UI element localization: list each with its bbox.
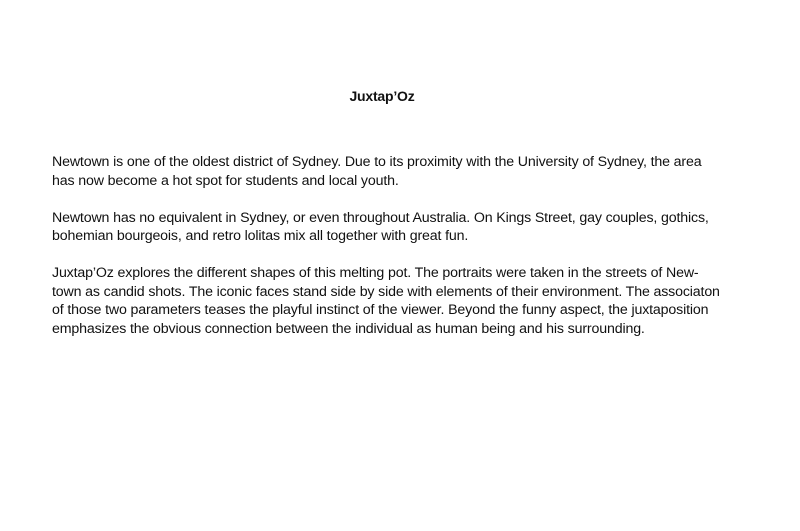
text-line: Juxtap’Oz explores the different shapes of this melting pot. The portraits were taken in the streets of New- <box>52 265 699 281</box>
body-text <box>52 153 742 357</box>
text-line: of those two parameters teases the playful instinct of the viewer. Beyond the funny aspect, the juxtaposition <box>52 302 709 318</box>
text-line: Newtown has no equivalent in Sydney, or even throughout Australia. On Kings Street, gay couples, gothics, <box>52 209 709 226</box>
paragraph-project <box>52 264 742 338</box>
paragraph-intro <box>52 153 742 190</box>
text-line: Newtown is one of the oldest district of Sydney. Due to its proximity with the University of Sydney, the area <box>52 154 702 170</box>
paragraph-kings-street <box>52 209 742 246</box>
text-line: bohemian bourgeois, and retro lolitas mix all together with great fun. <box>52 228 469 244</box>
text-line: town as candid shots. The iconic faces stand side by side with elements of their environment. The associaton <box>52 283 720 300</box>
text-line: emphasizes the obvious connection between the individual as human being and his surrounding. <box>52 320 645 337</box>
page-title: Juxtap’Oz <box>349 88 415 104</box>
text-line: has now become a hot spot for students and local youth. <box>52 172 399 189</box>
